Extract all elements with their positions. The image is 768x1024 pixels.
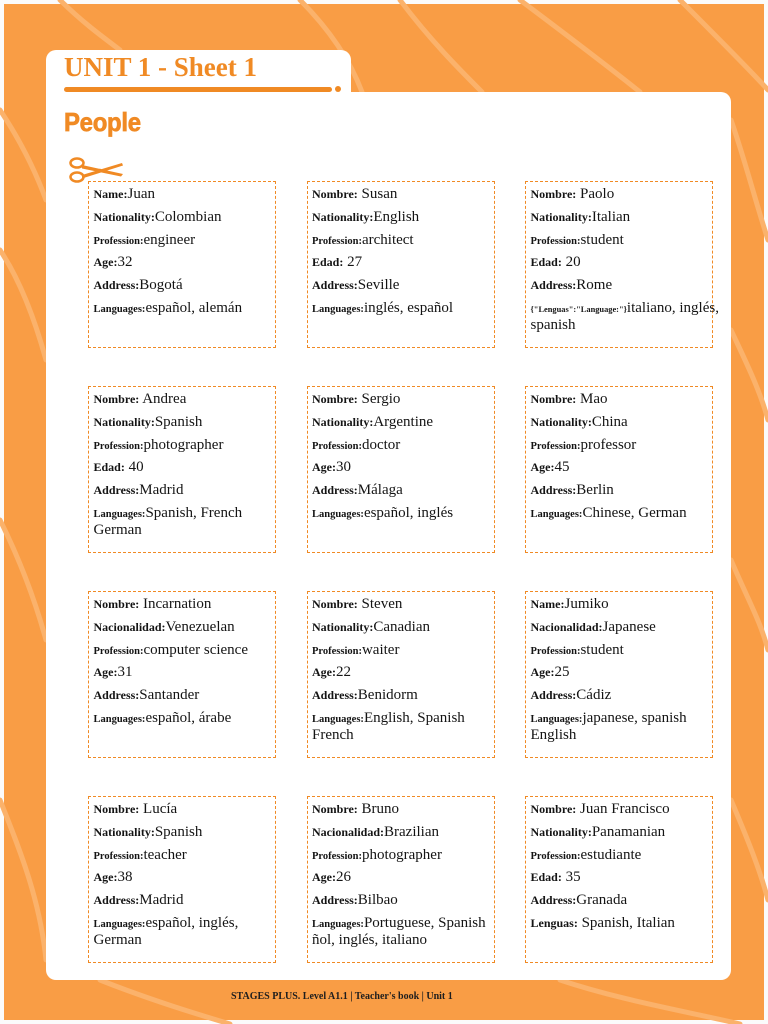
field-value: Incarnation <box>139 596 212 612</box>
field-value: photographer <box>361 846 442 863</box>
section-title: People <box>64 107 141 137</box>
field-label: Edad: <box>530 255 562 270</box>
field-label: Nationality: <box>530 209 592 224</box>
field-value: Spanish <box>154 413 203 430</box>
field-label: Age: <box>530 665 555 680</box>
field-label: Nationality: <box>312 414 374 429</box>
field-label: Address: <box>312 278 358 293</box>
person-card <box>525 181 719 348</box>
card-field <box>312 254 492 271</box>
field-value: Susan <box>357 186 398 202</box>
card-field <box>94 437 274 454</box>
field-label: Address: <box>93 688 140 703</box>
field-label: Address: <box>312 893 358 908</box>
field-label: Address: <box>93 483 140 498</box>
field-label: Age: <box>312 460 336 475</box>
card-field <box>312 596 492 613</box>
card-field <box>312 482 492 499</box>
card-field <box>94 186 274 203</box>
field-label: Age: <box>93 665 118 680</box>
field-label: Address: <box>530 278 577 293</box>
field-label: Address: <box>312 688 358 703</box>
field-value: China <box>591 413 628 430</box>
card-field <box>531 847 711 864</box>
field-label: Nombre: <box>530 392 577 406</box>
field-label: Nombre: <box>530 187 577 201</box>
field-label: Age: <box>93 255 118 270</box>
card-field <box>312 824 492 841</box>
field-value: 22 <box>336 664 351 681</box>
card-field <box>531 482 711 499</box>
person-card <box>88 591 276 758</box>
field-value: professor <box>580 436 637 453</box>
card-field <box>94 300 274 317</box>
field-label: Profession: <box>530 645 581 657</box>
field-value: Venezuelan <box>165 618 235 635</box>
card-field <box>312 232 492 249</box>
card-field <box>94 664 274 681</box>
field-label: Lenguas: <box>530 915 578 930</box>
field-label: Profession: <box>312 440 362 452</box>
field-value: English, Spanish French <box>312 709 465 743</box>
field-label: Profession: <box>312 235 362 247</box>
field-label: Nationality: <box>93 414 155 429</box>
field-label: {"Lenguas":"Language:"} <box>530 304 627 314</box>
field-label: Nationality: <box>312 209 374 224</box>
card-field <box>94 847 274 864</box>
card-field <box>531 710 711 744</box>
field-label: Languages: <box>530 508 583 520</box>
field-label: Address: <box>93 278 140 293</box>
card-field <box>531 664 711 681</box>
field-value: Argentine <box>373 413 434 430</box>
field-value: Madrid <box>139 892 184 909</box>
card-field <box>312 892 492 909</box>
card-field <box>531 254 711 271</box>
field-label: Profession: <box>93 645 144 657</box>
card-field <box>531 619 711 636</box>
field-value: Brazilian <box>384 823 439 840</box>
field-label: Name: <box>530 597 565 611</box>
field-value: 38 <box>117 869 133 886</box>
field-label: Nationality: <box>530 414 592 429</box>
field-value: 35 <box>561 869 581 886</box>
field-label: Nationality: <box>530 824 592 839</box>
field-value: 32 <box>117 254 133 271</box>
field-value: japanese, spanish English <box>530 709 687 743</box>
field-value: student <box>580 231 624 248</box>
field-value: 20 <box>561 254 581 271</box>
field-label: Name: <box>93 187 128 201</box>
card-field <box>312 847 492 864</box>
card-field <box>531 687 711 704</box>
card-field <box>312 801 492 818</box>
card-field <box>312 277 492 294</box>
field-value: Spanish, French German <box>93 504 243 538</box>
field-value: Panamanian <box>591 823 666 840</box>
field-value: Italian <box>591 208 631 225</box>
field-value: engineer <box>143 231 196 248</box>
field-label: Languages: <box>530 713 583 725</box>
field-value: Portuguese, Spanish ñol, inglés, italiano <box>312 914 486 948</box>
field-value: Mao <box>576 391 608 407</box>
card-field <box>94 391 274 408</box>
field-label: Languages: <box>93 713 146 725</box>
card-field <box>94 915 274 949</box>
card-field <box>94 232 274 249</box>
field-value: Andrea <box>139 391 187 407</box>
person-card <box>525 796 713 963</box>
card-field <box>531 915 711 932</box>
card-field <box>531 824 711 841</box>
card-field <box>94 482 274 499</box>
field-label: Age: <box>312 665 336 680</box>
field-label: Nombre: <box>312 802 358 816</box>
field-label: Languages: <box>93 918 146 930</box>
field-label: Languages: <box>312 508 364 520</box>
card-field <box>312 869 492 886</box>
card-field <box>312 619 492 636</box>
person-card <box>307 181 495 348</box>
card-field <box>94 710 274 727</box>
field-value: Lucía <box>139 801 178 817</box>
field-label: Nombre: <box>530 802 577 816</box>
field-value: Benidorm <box>357 687 418 704</box>
field-value: 30 <box>336 459 351 476</box>
field-label: Edad: <box>312 255 344 270</box>
field-value: español, alemán <box>145 299 243 316</box>
title-underline <box>64 87 332 92</box>
field-label: Profession: <box>530 440 581 452</box>
card-field <box>312 915 492 949</box>
card-field <box>94 892 274 909</box>
field-value: teacher <box>143 846 187 863</box>
field-value: Bogotá <box>139 277 183 294</box>
card-field <box>531 459 711 476</box>
field-value: architect <box>361 231 414 248</box>
card-field <box>94 642 274 659</box>
field-label: Nombre: <box>93 597 140 611</box>
field-label: Address: <box>93 893 140 908</box>
person-card <box>307 591 495 758</box>
card-field <box>312 664 492 681</box>
field-value: 40 <box>124 459 144 476</box>
card-field <box>531 232 711 249</box>
field-label: Nacionalidad: <box>93 619 166 634</box>
card-field <box>94 459 274 476</box>
field-label: Nombre: <box>312 187 358 201</box>
field-label: Nationality: <box>93 209 155 224</box>
card-field <box>531 892 711 909</box>
field-value: Cádiz <box>576 687 612 704</box>
card-field <box>531 414 711 431</box>
field-value: Spanish <box>154 823 203 840</box>
field-value: español, inglés, German <box>93 914 239 948</box>
field-label: Languages: <box>312 713 364 725</box>
sheet-title: UNIT 1 - Sheet 1 <box>64 52 258 82</box>
cards-grid <box>88 181 719 963</box>
field-value: Granada <box>576 892 628 909</box>
card-field <box>531 277 711 294</box>
field-label: Nationality: <box>93 824 155 839</box>
card-field <box>312 300 492 317</box>
card-field <box>531 642 711 659</box>
field-label: Nationality: <box>312 619 374 634</box>
card-field <box>531 186 711 203</box>
person-card <box>525 386 713 553</box>
field-value: 26 <box>336 869 351 886</box>
field-label: Age: <box>312 870 336 885</box>
card-field <box>94 209 274 226</box>
field-value: Madrid <box>139 482 184 499</box>
field-label: Languages: <box>312 303 364 315</box>
card-field <box>312 186 492 203</box>
field-value: 25 <box>554 664 570 681</box>
field-value: computer science <box>143 641 248 658</box>
field-value: español, árabe <box>145 709 232 726</box>
card-field <box>531 391 711 408</box>
person-card <box>88 386 276 553</box>
title-underline-dot <box>335 86 341 92</box>
field-value: Spanish, Italian <box>577 914 675 931</box>
card-field <box>530 299 719 334</box>
field-label: Nombre: <box>93 802 140 816</box>
field-label: Profession: <box>93 235 144 247</box>
field-value: waiter <box>361 641 400 658</box>
field-value: photographer <box>143 436 224 453</box>
card-field <box>312 437 492 454</box>
field-label: Nombre: <box>93 392 140 406</box>
card-field <box>94 596 274 613</box>
field-label: Profession: <box>312 645 362 657</box>
field-label: Address: <box>530 893 577 908</box>
field-value: Paolo <box>576 186 615 202</box>
field-label: Address: <box>312 483 358 498</box>
card-field <box>94 687 274 704</box>
card-field <box>531 437 711 454</box>
card-field <box>94 869 274 886</box>
field-label: Edad: <box>93 460 125 475</box>
field-value: 27 <box>343 254 363 271</box>
field-value: Steven <box>357 596 403 612</box>
person-card <box>307 386 495 553</box>
field-label: Nacionalidad: <box>530 619 603 634</box>
field-value: Sergio <box>357 391 401 407</box>
card-field <box>312 459 492 476</box>
field-value: doctor <box>361 436 401 453</box>
card-field <box>94 619 274 636</box>
field-label: Profession: <box>312 850 362 862</box>
field-value: italiano, inglés, spanish <box>530 299 719 333</box>
field-label: Languages: <box>93 508 146 520</box>
field-label: Address: <box>530 483 577 498</box>
field-value: English <box>373 208 420 225</box>
field-value: Japanese <box>602 618 656 635</box>
card-field <box>94 505 274 539</box>
field-value: Berlin <box>576 482 614 499</box>
card-field <box>312 642 492 659</box>
field-value: Bruno <box>357 801 400 817</box>
field-label: Nombre: <box>312 392 358 406</box>
field-label: Nacionalidad: <box>312 824 385 839</box>
field-label: Age: <box>530 460 555 475</box>
field-label: Profession: <box>530 235 581 247</box>
field-value: 45 <box>554 459 570 476</box>
card-field <box>312 505 492 522</box>
card-field <box>94 801 274 818</box>
field-value: Rome <box>576 277 613 294</box>
card-field <box>531 869 711 886</box>
field-value: Bilbao <box>357 892 398 909</box>
field-label: Profession: <box>93 440 144 452</box>
field-value: inglés, español <box>363 299 454 316</box>
field-value: 31 <box>117 664 133 681</box>
footer-text: STAGES PLUS. Level A1.1 | Teacher's book | Unit 1 <box>231 991 453 1002</box>
card-field <box>94 414 274 431</box>
field-value: Juan <box>127 186 155 202</box>
field-value: Canadian <box>373 618 430 635</box>
card-field <box>312 209 492 226</box>
field-value: Juan Francisco <box>576 801 670 817</box>
field-label: Languages: <box>312 918 364 930</box>
field-label: Profession: <box>530 850 581 862</box>
card-field <box>94 277 274 294</box>
field-label: Nombre: <box>312 597 358 611</box>
card-field <box>531 505 711 522</box>
card-field <box>312 414 492 431</box>
field-value: estudiante <box>580 846 642 863</box>
field-value: español, inglés <box>363 504 454 521</box>
field-label: Address: <box>530 688 577 703</box>
card-field <box>312 687 492 704</box>
field-value: Seville <box>357 277 400 294</box>
field-label: Edad: <box>530 870 562 885</box>
card-field <box>531 596 711 613</box>
person-card <box>88 796 276 963</box>
field-label: Age: <box>93 870 118 885</box>
field-value: Málaga <box>357 482 403 499</box>
card-field <box>94 254 274 271</box>
card-field <box>531 801 711 818</box>
field-value: Santander <box>139 687 200 704</box>
person-card <box>307 796 495 963</box>
card-field <box>312 710 492 744</box>
field-value: Jumiko <box>564 596 609 612</box>
field-value: Colombian <box>154 208 222 225</box>
card-field <box>531 209 711 226</box>
person-card <box>525 591 713 758</box>
card-field <box>312 391 492 408</box>
field-label: Languages: <box>93 303 146 315</box>
field-value: Chinese, German <box>582 504 687 521</box>
field-label: Profession: <box>93 850 144 862</box>
field-value: student <box>580 641 624 658</box>
card-field <box>94 824 274 841</box>
person-card <box>88 181 276 348</box>
